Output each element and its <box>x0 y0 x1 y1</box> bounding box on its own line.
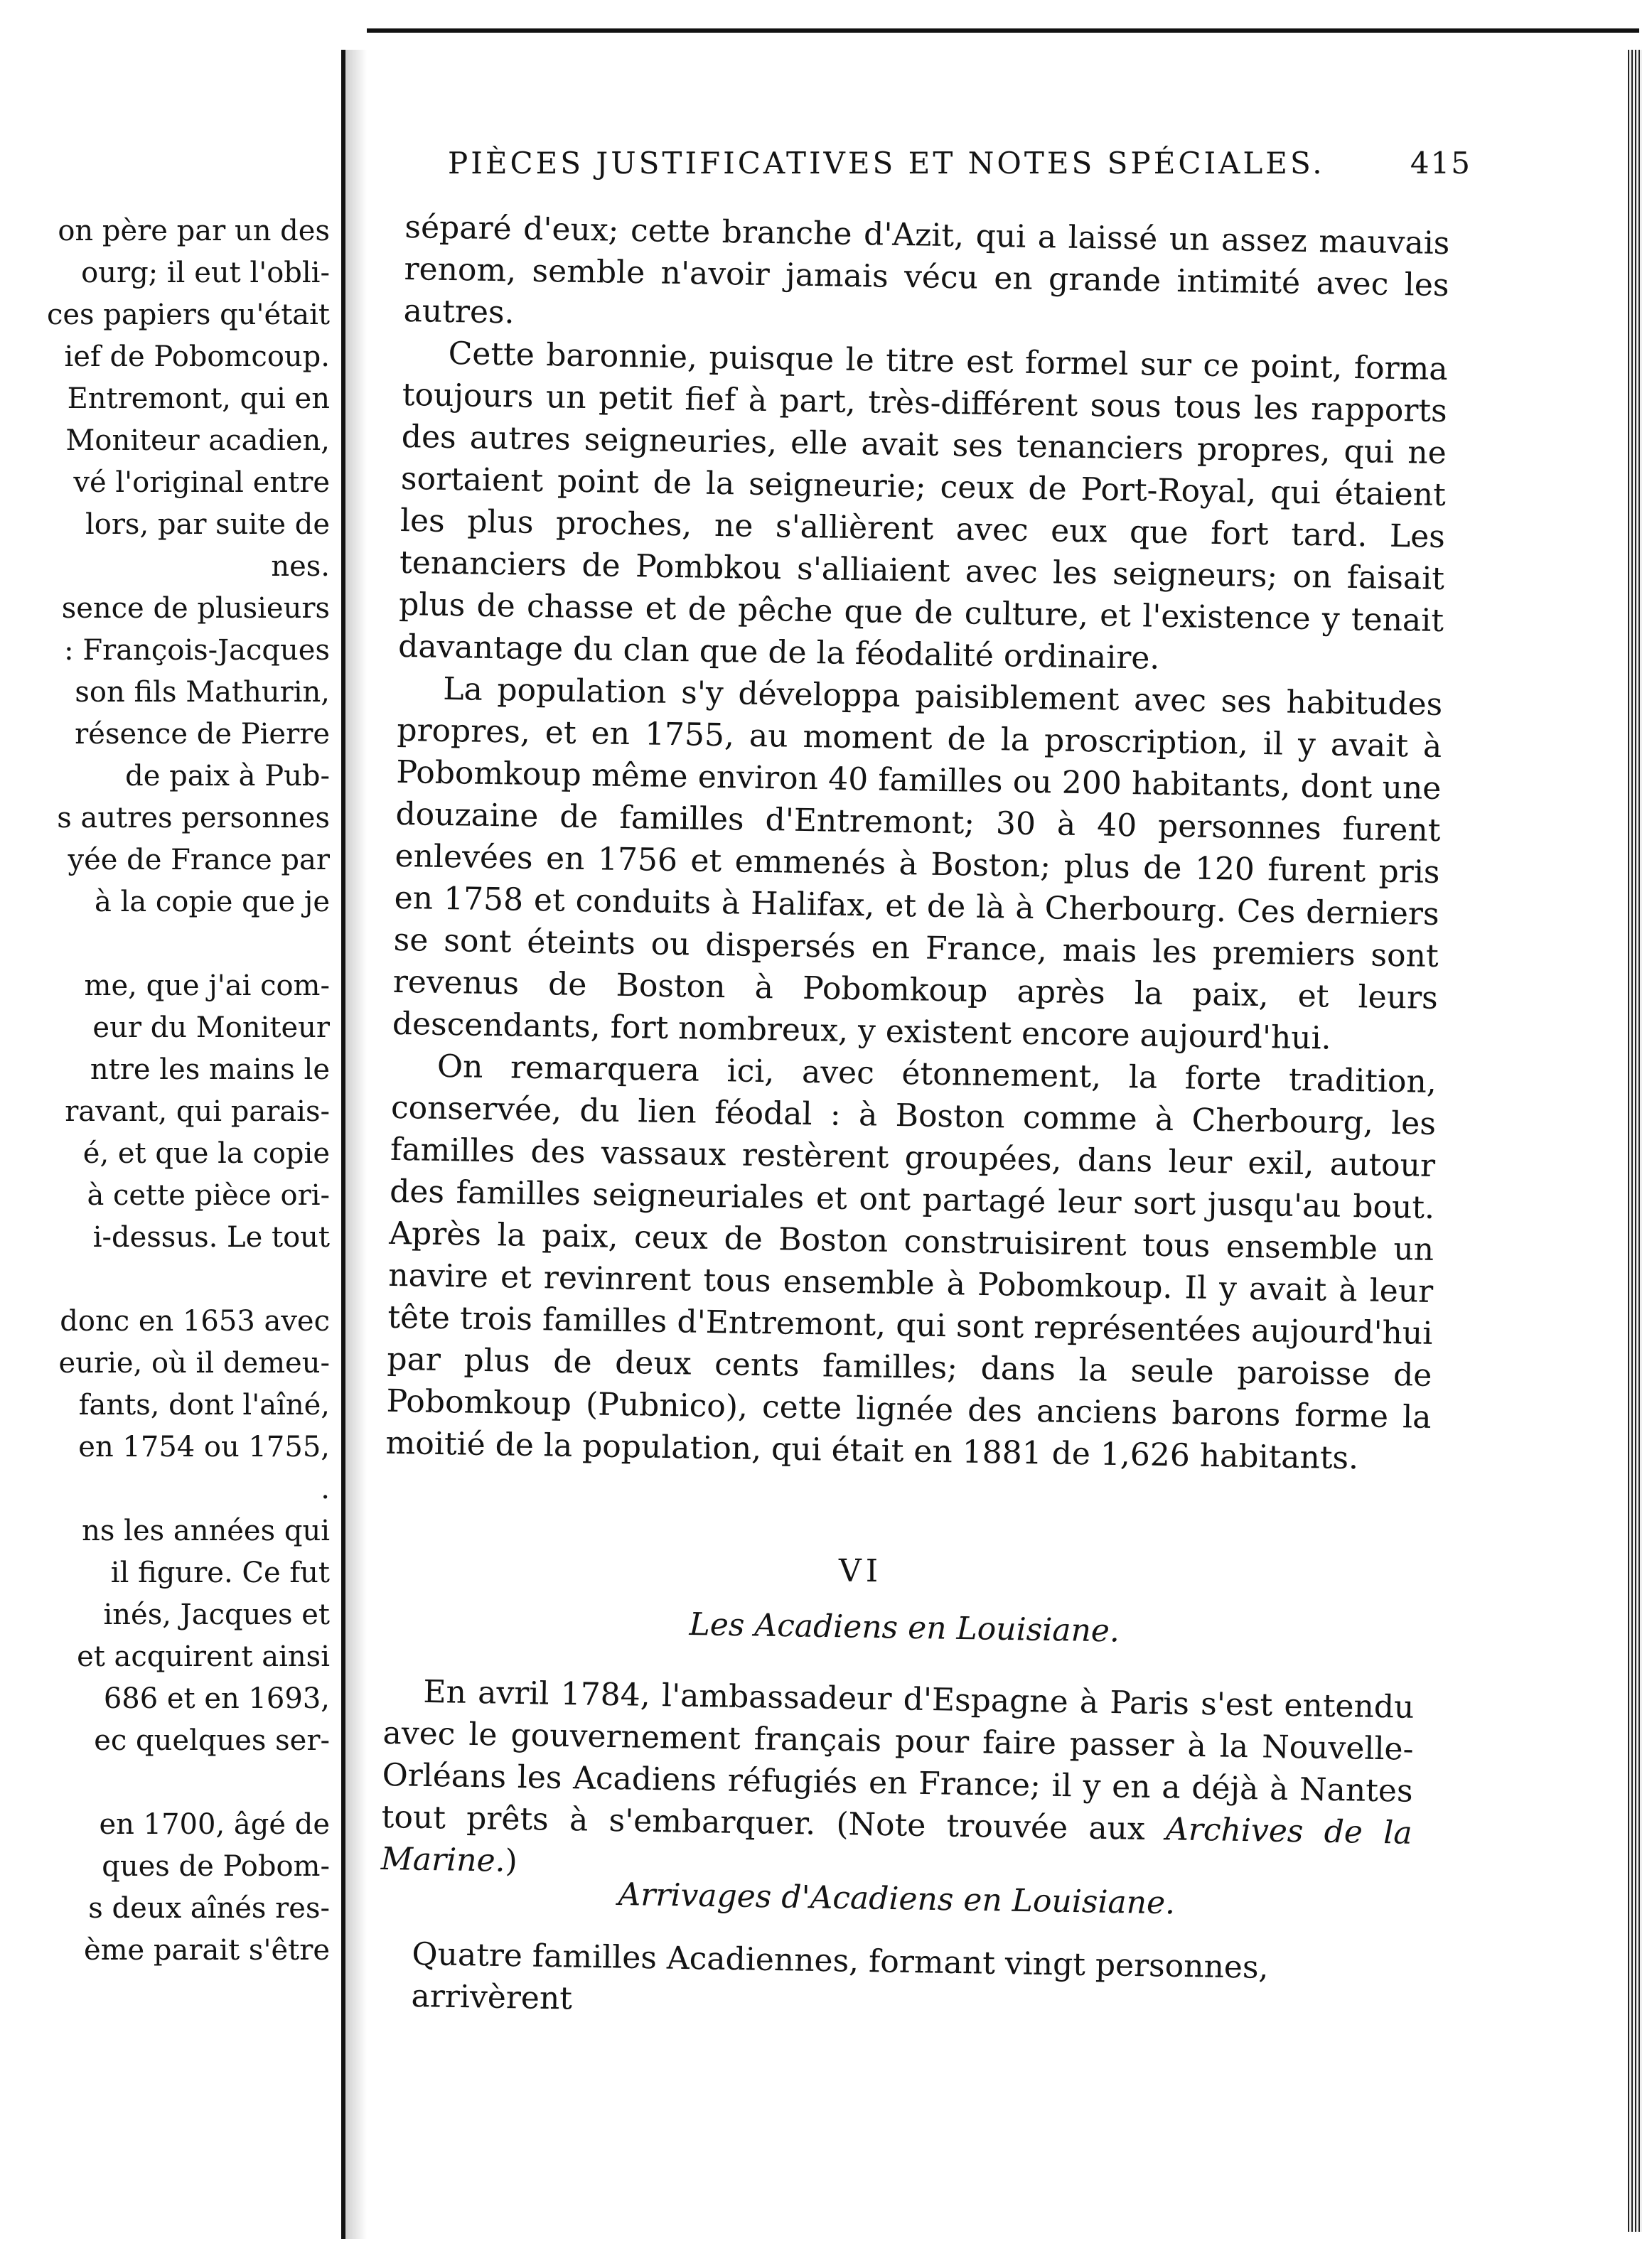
paragraph-main: En avril 1784, l'ambassadeur d'Espagne à Paris s'est entendu avec le gouvernement français pour faire passer à la Nouvelle-Orléans les Acadiens réfugiés en France; il y en a déjà à Nantes tout prêts à s'embarquer. (Note trouvée aux <box>381 1673 1415 1847</box>
running-header <box>448 146 1471 181</box>
left-page-line: fants, dont l'aîné, <box>78 1389 330 1422</box>
paragraph: séparé d'eux; cette branche d'Azit, qui a laissé un assez mauvais renom, semble n'avoir jamais vécu en grande intimité avec les autres. <box>403 208 1450 331</box>
left-page-line: on père par un des <box>58 215 330 247</box>
left-page-fragment <box>0 50 345 2239</box>
left-page-line: ntre les mains le <box>90 1053 330 1086</box>
left-page-line: donc en 1653 avec <box>60 1305 330 1338</box>
left-page-line: son fils Mathurin, <box>75 676 330 709</box>
left-page-line: inés, Jacques et <box>103 1598 330 1631</box>
section-text <box>380 1670 1414 1896</box>
left-page-line: yée de France par <box>68 844 330 876</box>
left-page-line: s deux aînés res- <box>88 1892 330 1925</box>
left-page-line: eur du Moniteur <box>92 1011 330 1044</box>
left-page-line: de paix à Pub- <box>125 760 330 792</box>
left-page-line: ravant, qui parais- <box>65 1095 330 1128</box>
left-page-line: ème parait s'être <box>83 1934 330 1967</box>
source-citation: Archives de la Marine. <box>380 1811 1412 1879</box>
section-title: Les Acadiens en Louisiane. <box>689 1606 1120 1650</box>
left-page-line: s autres personnes <box>57 802 330 834</box>
left-page-line: Moniteur acadien, <box>65 424 330 457</box>
running-title: PIÈCES JUSTIFICATIVES ET NOTES SPÉCIALES. <box>448 146 1325 181</box>
left-page-line: ques de Pobom- <box>102 1850 330 1883</box>
left-page-line: à la copie que je <box>94 886 330 918</box>
left-page-line: nes. <box>271 550 330 583</box>
left-page-line: vé l'original entre <box>73 466 330 499</box>
left-page-line: ec quelques ser- <box>94 1724 330 1757</box>
last-line <box>411 1933 1407 2033</box>
left-page-line: ns les années qui <box>82 1515 330 1547</box>
paragraph: La population s'y développa paisiblement avec ses habitudes propres, et en 1755, au moment de la proscription, il y avait à Pobomkoup même environ 40 familles ou 200 habitants, dont une douzaine de familles d'Entremont; 30 à 40 personnes furent enlevées en 1756 et emmenés à Boston; plus de 120 furent pris en 1758 et conduits à Halifax, et de là à Cherbourg. Ces derniers se sont éteints ou dispersés en France, mais les premiers sont revenus de Boston à Pobomkoup après la paix, et leurs descendants, fort nombreux, y existent encore aujourd'hui. <box>392 670 1443 1057</box>
subheading: Arrivages d'Acadiens en Louisiane. <box>618 1876 1176 1922</box>
main-text <box>385 206 1450 1481</box>
left-page-line: ief de Pobomcoup. <box>64 340 330 373</box>
left-page-line: sence de plusieurs <box>61 592 330 625</box>
left-page-line: i-dessus. Le tout <box>92 1221 330 1254</box>
paragraph-start: Quatre familles Acadiennes, formant vingt personnes, arrivèrent <box>411 1935 1269 2017</box>
left-page-line: en 1754 ou 1755, <box>78 1431 330 1463</box>
paragraph: Cette baronnie, puisque le titre est formel sur ce point, forma toujours un petit fief à part, très-différent sous tous les rapports des autres seigneuries, elle avait ses tenanciers propres, qui ne sortaient point de la seigneurie; ceux de Port-Royal, qui étaient les plus proches, ne s'allièrent avec eux que fort tard. Les tenanciers de Pombkou s'alliaient avec les seigneurs; on faisait plus de chasse et de pêche que de culture, et l'existence y tenait davantage du clan que de la féodalité ordinaire. <box>397 335 1448 677</box>
page-number: 415 <box>1410 146 1471 181</box>
left-page-line: : François-Jacques <box>64 634 330 667</box>
left-page-line: ourg; il eut l'obli- <box>81 257 330 289</box>
left-page-line: lors, par suite de <box>85 508 330 541</box>
left-page-line: et acquirent ainsi <box>77 1640 330 1673</box>
section-number: VI <box>839 1553 883 1589</box>
left-page-line: Entremont, qui en <box>67 382 330 415</box>
paragraph-close: ) <box>505 1842 518 1879</box>
page-edge <box>1628 50 1642 2232</box>
left-page-line: ces papiers qu'était <box>46 299 330 331</box>
left-page-line: . <box>321 1473 330 1505</box>
left-page-line: me, que j'ai com- <box>84 969 330 1002</box>
left-page-line: é, et que la copie <box>82 1137 330 1170</box>
book-gutter <box>345 50 367 2239</box>
left-page-line: en 1700, âgé de <box>99 1808 330 1841</box>
paragraph: On remarquera ici, avec étonnement, la forte tradition, conservée, du lien féodal : à Boston comme à Cherbourg, les familles des vassaux restèrent groupées, dans leur exil, autour des familles seigneuriales et ont partagé leur sort jusqu'au bout. Après la paix, ceux de Boston construisirent tous ensemble un navire et revinrent tous ensemble à Pobomkoup. Il y avait à leur tête trois familles d'Entremont, qui sont représentées aujourd'hui par plus de deux cents familles; dans la seule paroisse de Pobomkoup (Pubnico), cette lignée des anciens barons forme la moitié de la population, qui était en 1881 de 1,626 habitants. <box>385 1048 1437 1477</box>
left-page-line: résence de Pierre <box>75 718 330 751</box>
paragraph <box>380 1670 1414 1896</box>
left-page-line: eurie, où il demeu- <box>58 1347 330 1380</box>
left-page-line: à cette pièce ori- <box>87 1179 330 1212</box>
left-page-line: 686 et en 1693, <box>103 1682 330 1715</box>
left-page-line: il figure. Ce fut <box>110 1557 330 1589</box>
